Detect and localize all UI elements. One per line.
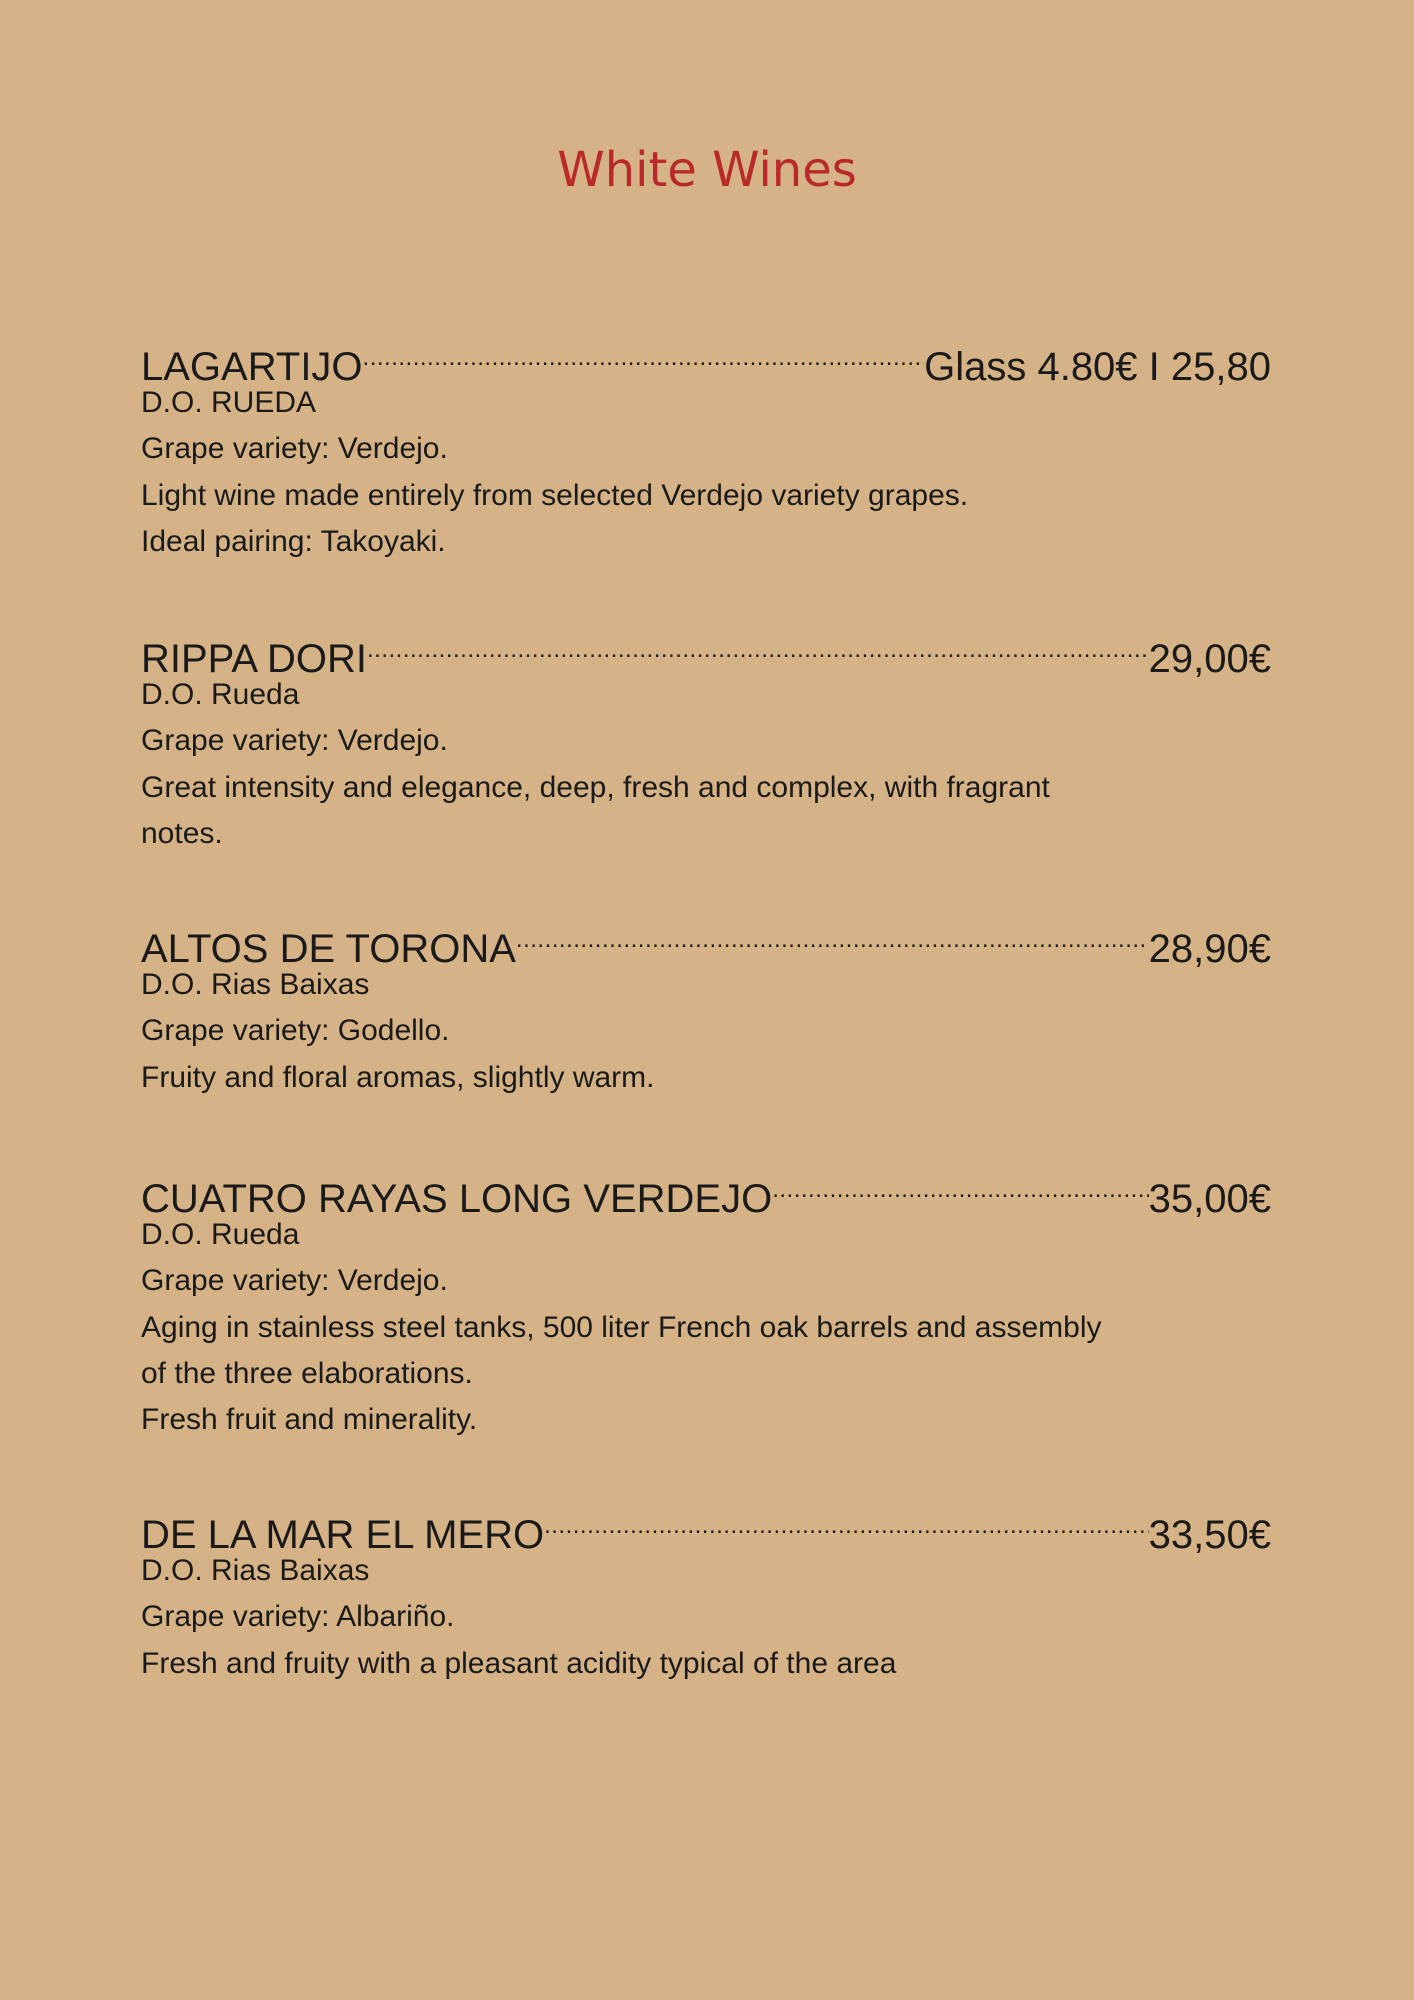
wine-price: Glass 4.80€ I 25,80 xyxy=(924,345,1271,389)
wine-description-cont: of the three elaborations. xyxy=(141,1356,473,1390)
wine-description: Aging in stainless steel tanks, 500 liter French oak barrels and assembly xyxy=(141,1310,1102,1344)
wine-item-rippa-dori xyxy=(141,622,1271,857)
wine-price: 35,00€ xyxy=(1148,1177,1271,1221)
wine-grape: Grape variety: Godello. xyxy=(141,1014,450,1048)
wine-grape: Grape variety: Verdejo. xyxy=(141,724,448,758)
wine-item-cuatro-rayas xyxy=(141,1162,1271,1443)
wine-description: Great intensity and elegance, deep, fresh and complex, with fragrant xyxy=(141,770,1050,804)
wine-price: 28,90€ xyxy=(1148,927,1271,971)
wine-price: 29,00€ xyxy=(1148,637,1271,681)
wine-grape: Grape variety: Verdejo. xyxy=(141,1264,448,1298)
wine-name: LAGARTIJO xyxy=(141,345,363,389)
wine-name: DE LA MAR EL MERO xyxy=(141,1513,545,1557)
wine-grape: Grape variety: Albariño. xyxy=(141,1600,455,1634)
wine-pairing: Ideal pairing: Takoyaki. xyxy=(141,524,446,558)
dot-leader xyxy=(772,1162,1148,1212)
page-title: White Wines xyxy=(557,142,857,198)
wine-grape: Grape variety: Verdejo. xyxy=(141,432,448,466)
dot-leader xyxy=(516,912,1149,962)
dot-leader xyxy=(544,1498,1149,1548)
wine-item-altos-de-torona xyxy=(141,912,1271,1101)
wine-price: 33,50€ xyxy=(1148,1513,1271,1557)
wine-name: ALTOS DE TORONA xyxy=(141,927,516,971)
wine-description: Fresh and fruity with a pleasant acidity typical of the area xyxy=(141,1646,897,1680)
wine-origin: D.O. Rueda xyxy=(141,678,300,711)
wine-description: Light wine made entirely from selected Verdejo variety grapes. xyxy=(141,478,969,512)
dot-leader xyxy=(367,622,1149,672)
wine-item-de-la-mar-el-mero xyxy=(141,1498,1271,1687)
wine-header xyxy=(141,1162,1271,1221)
wine-origin: D.O. Rias Baixas xyxy=(141,1554,370,1587)
wine-item-lagartijo xyxy=(141,330,1271,565)
wine-header xyxy=(141,330,1271,389)
dot-leader xyxy=(363,330,925,380)
wine-header xyxy=(141,1498,1271,1557)
wine-header xyxy=(141,622,1271,681)
wine-description-cont: notes. xyxy=(141,816,223,850)
wine-name: CUATRO RAYAS LONG VERDEJO xyxy=(141,1177,773,1221)
wine-name: RIPPA DORI xyxy=(141,637,367,681)
wine-header xyxy=(141,912,1271,971)
wine-description: Fruity and floral aromas, slightly warm. xyxy=(141,1060,655,1094)
wine-origin: D.O. RUEDA xyxy=(141,386,317,419)
wine-origin: D.O. Rias Baixas xyxy=(141,968,370,1001)
wine-tasting-note: Fresh fruit and minerality. xyxy=(141,1403,478,1437)
wine-origin: D.O. Rueda xyxy=(141,1218,300,1251)
